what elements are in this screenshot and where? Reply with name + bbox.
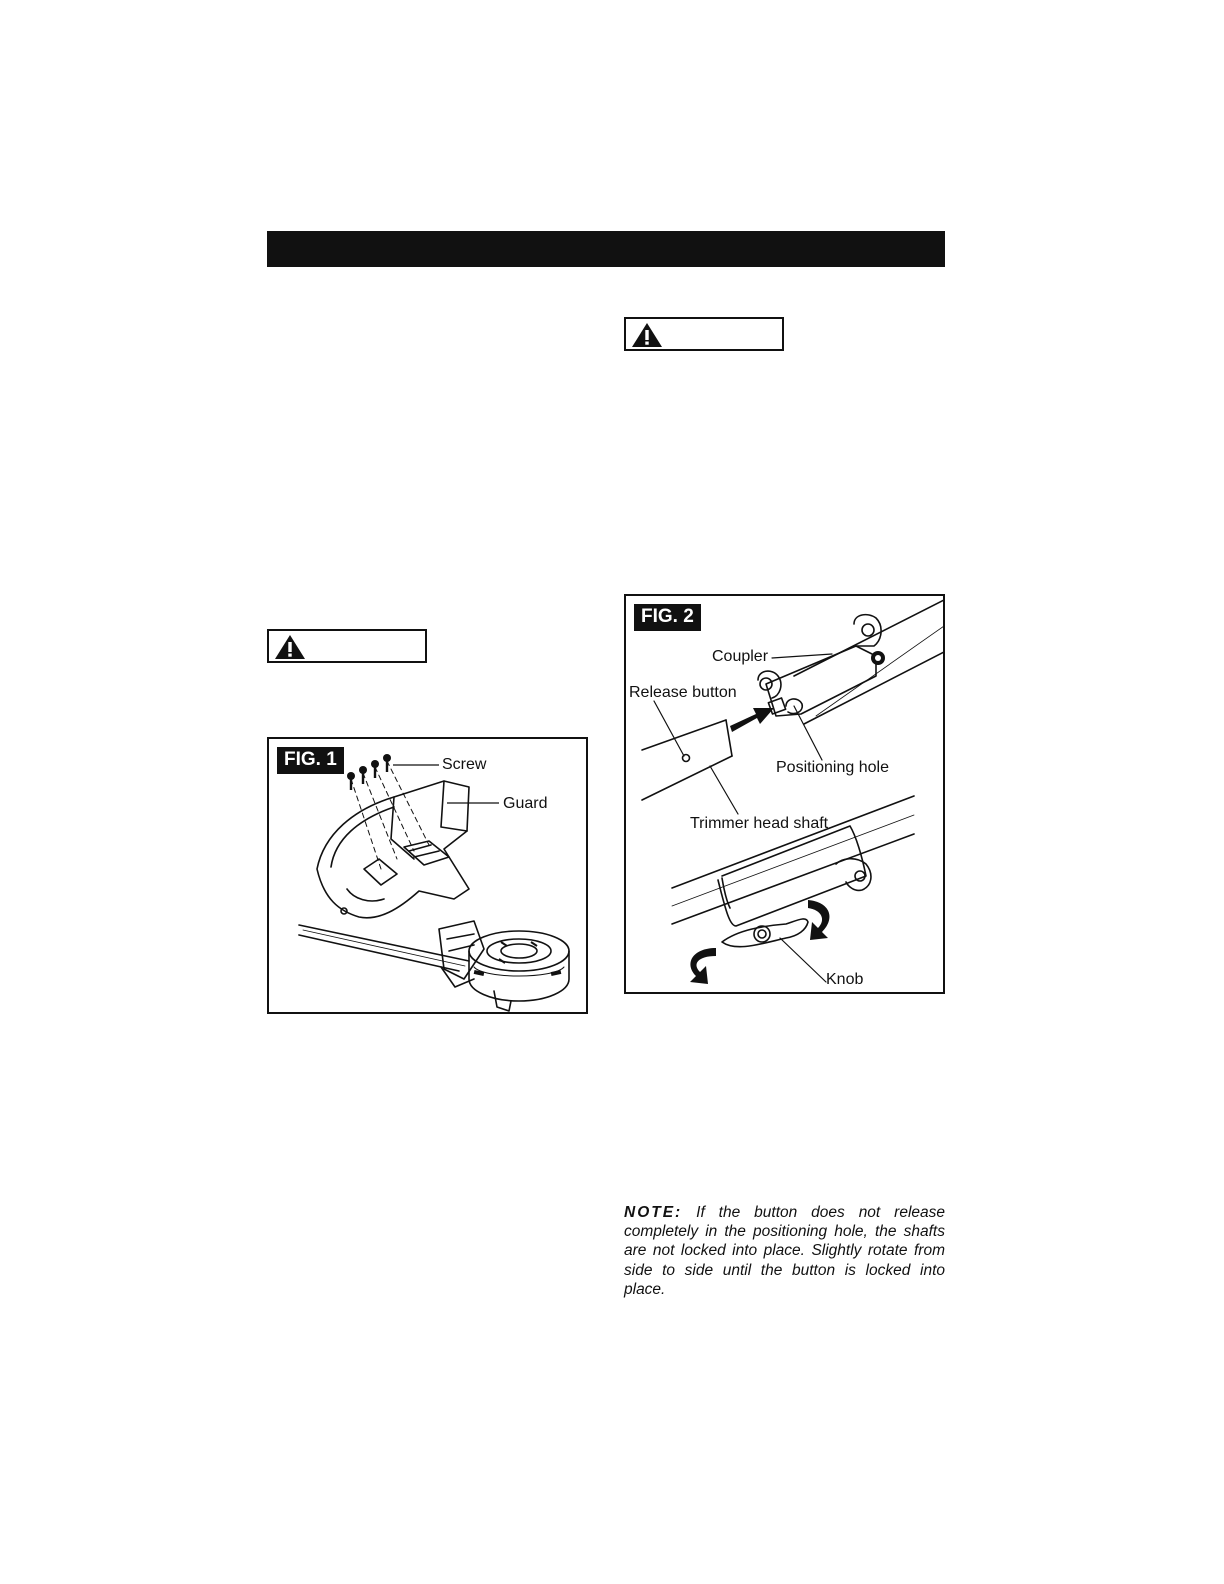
warning-box-right — [624, 317, 784, 351]
callout-knob: Knob — [826, 971, 864, 988]
note-paragraph — [624, 1203, 945, 1299]
figure-2 — [624, 594, 945, 994]
warning-triangle-icon — [273, 633, 307, 661]
note-label: NOTE: — [624, 1204, 683, 1221]
figure-1 — [267, 737, 588, 1014]
callout-release-button: Release button — [629, 684, 737, 701]
callout-screw: Screw — [442, 756, 487, 773]
warning-box-left — [267, 629, 427, 663]
figure-1-tag: FIG. 1 — [277, 747, 344, 774]
shaft-coupler-illustration — [626, 596, 945, 994]
callout-trimmer-head-shaft: Trimmer head shaft — [690, 815, 829, 832]
callout-coupler: Coupler — [712, 648, 769, 665]
figure-2-tag: FIG. 2 — [634, 604, 701, 631]
warning-triangle-icon — [630, 321, 664, 349]
section-header-bar — [267, 231, 945, 267]
note-text: If the button does not release completely in the positioning hole, the shafts are not locked into place. Slightly rotate from side to side until the button is locked into place. — [624, 1204, 945, 1298]
callout-positioning-hole: Positioning hole — [776, 759, 889, 776]
guard-assembly-illustration — [269, 739, 588, 1014]
callout-guard: Guard — [503, 795, 548, 812]
